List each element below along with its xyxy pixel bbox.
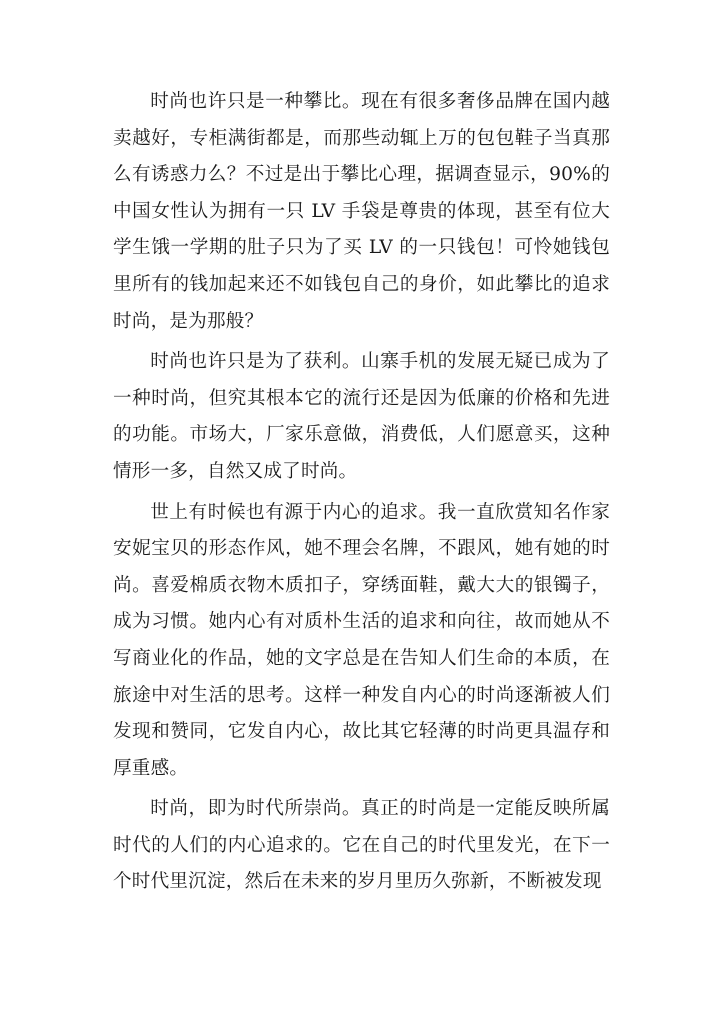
paragraph-4: 时尚，即为时代所崇尚。真正的时尚是一定能反映所属时代的人们的内心追求的。它在自己的时代里发光，在下一个时代里沉淀，然后在未来的岁月里历久弥新，不断被发现 xyxy=(113,798,610,893)
paragraph-3: 世上有时候也有源于内心的追求。我一直欣赏知名作家安妮宝贝的形态作风，她不理会名牌，不跟风，她有她的时尚。喜爱棉质衣物木质扣子，穿绣面鞋，戴大大的银镯子，成为习惯。她内心有对质朴生活的追求和向往，故而她从不写商业化的作品，她的文字总是在告知人们生命的本质，在旅途中对生活的思考。这样一种发自内心的时尚逐渐被人们发现和赞同，它发自内心，故比其它轻薄的时尚更具温存和厚重感。 xyxy=(113,501,610,779)
paragraph-1: 时尚也许只是一种攀比。现在有很多奢侈品牌在国内越卖越好，专柜满街都是，而那些动辄上万的包包鞋子当真那么有诱惑力么？不过是出于攀比心理，据调查显示，90%的中国女性认为拥有一只 LV 手袋是尊贵的体现，甚至有位大学生饿一学期的肚子只为了买 LV 的一只钱包！可怜她钱包里所有的钱加起来还不如钱包自己的身价，如此攀比的追求时尚，是为那般？ xyxy=(113,91,610,332)
document-body xyxy=(113,84,610,905)
paragraph-2: 时尚也许只是为了获利。山寨手机的发展无疑已成为了一种时尚，但究其根本它的流行还是因为低廉的价格和先进的功能。市场大，厂家乐意做，消费低，人们愿意买，这种情形一多，自然又成了时尚。 xyxy=(113,351,610,482)
